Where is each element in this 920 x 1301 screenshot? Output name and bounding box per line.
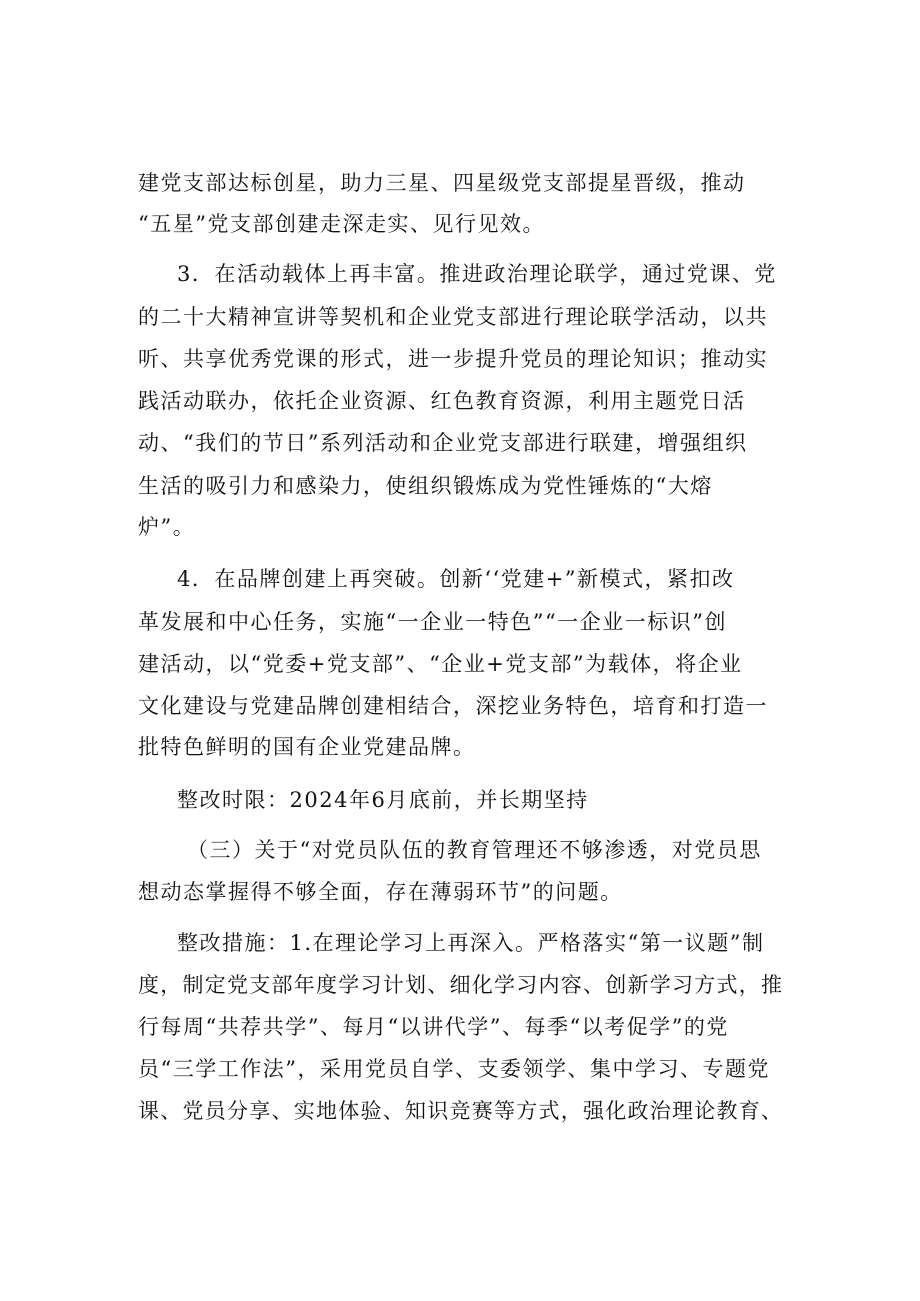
- text-line: 建党支部达标创星，助力三星、四星级党支部提星晋级，推动: [138, 171, 746, 195]
- text-line: 的二十大精神宣讲等契机和企业党支部进行理论联学活动，以共: [138, 305, 768, 329]
- paragraph-4-heading-line: 4．在品牌创建上再突破。创新‘‘党建+”新模式，紧扣改: [177, 567, 735, 591]
- text-line: 行每周“共荐共学”、每月“以讲代学”、每季“以考促学”的党: [138, 1015, 729, 1039]
- text-line: 生活的吸引力和感染力，使组织锻炼成为党性锤炼的“大熔: [138, 474, 713, 498]
- text-line: 员“三学工作法”，采用党员自学、支委领学、集中学习、专题党: [138, 1057, 770, 1081]
- deadline-line: 整改时限：2024年6月底前，并长期坚持: [177, 788, 589, 812]
- text-line: 践活动联办，依托企业资源、红色教育资源，利用主题党日活: [138, 389, 746, 413]
- text-line: 课、党员分享、实地体验、知识竞赛等方式，强化政治理论教育、: [138, 1099, 784, 1123]
- text-line: 想动态掌握得不够全面，存在薄弱环节”的问题。: [138, 880, 623, 904]
- text-line: 革发展和中心任务，实施“一企业一特色”“一企业一标识”创: [138, 610, 727, 634]
- text-line: 动、“我们的节日”系列活动和企业党支部进行联建，增强组织: [138, 431, 748, 455]
- paragraph-3-heading-line: 3．在活动载体上再丰富。推进政治理论联学，通过党课、党: [177, 262, 777, 286]
- text-line: 文化建设与党建品牌创建相结合，深挖业务特色，培育和打造一: [138, 694, 768, 718]
- text-line: 炉”。: [138, 515, 196, 539]
- text-line: 度，制定党支部年度学习计划、细化学习内容、创新学习方式，推: [138, 973, 784, 997]
- measures-heading-line: 整改措施：1.在理论学习上再深入。严格落实“第一议题”制: [177, 931, 765, 955]
- text-line: 建活动，以“党委+党支部”、“企业+党支部”为载体，将企业: [138, 652, 743, 676]
- section-3-heading-line: （三）关于“对党员队伍的教育管理还不够渗透，对党员思: [187, 838, 762, 862]
- text-line: 批特色鲜明的国有企业党建品牌。: [138, 735, 476, 759]
- text-line: “五星”党支部创建走深走实、见行见效。: [138, 212, 545, 236]
- text-line: 听、共享优秀党课的形式，进一步提升党员的理论知识；推动实: [138, 347, 768, 371]
